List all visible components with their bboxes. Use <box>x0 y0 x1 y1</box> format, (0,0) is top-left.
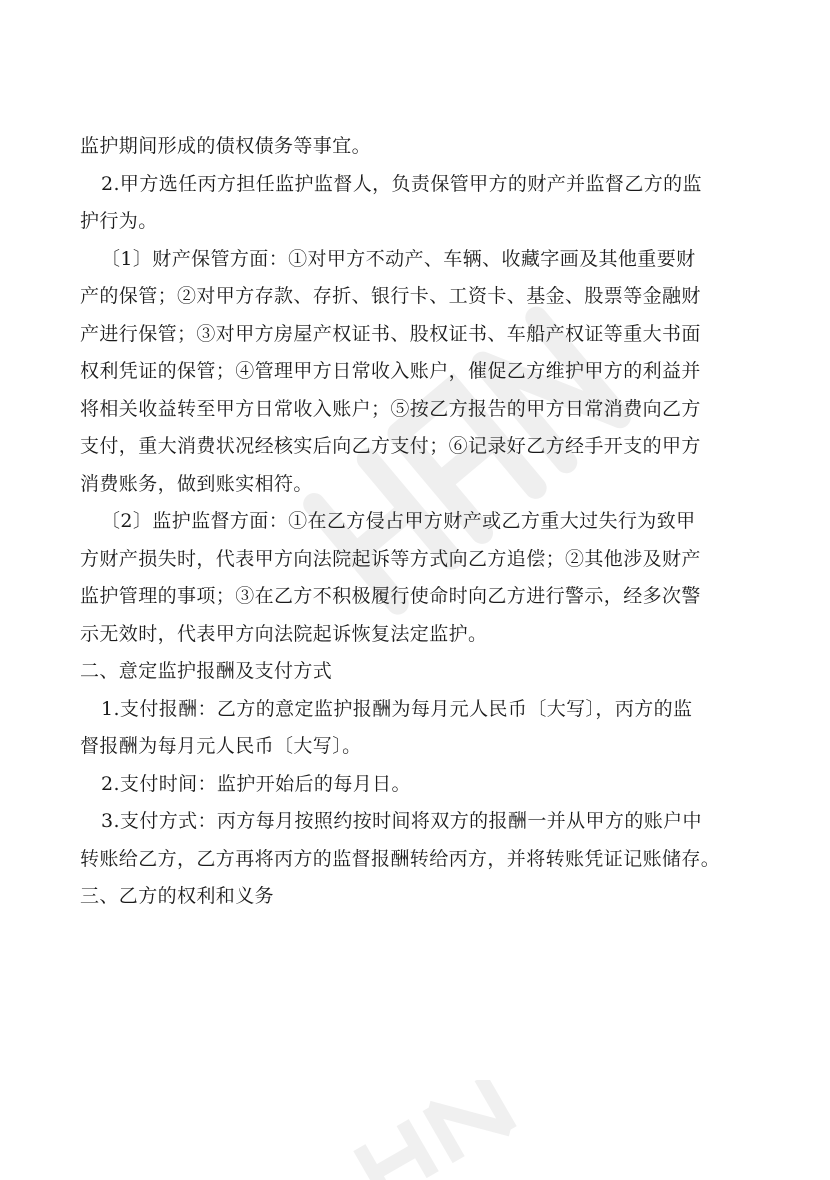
paragraph-line: 产的保管；②对甲方存款、存折、银行卡、工资卡、基金、股票等金融财 <box>80 285 701 307</box>
paragraph-line: 3.支付方式：丙方每月按照约按时间将双方的报酬一并从甲方的账户中 <box>101 810 702 832</box>
watermark-fragment <box>330 1080 530 1180</box>
paragraph-line: 督报酬为每月元人民币〔大写〕。 <box>80 735 362 757</box>
paragraph-line: 示无效时，代表甲方向法院起诉恢复法定监护。 <box>80 622 488 645</box>
paragraph-line: 护行为。 <box>80 210 158 232</box>
paragraph-line: 1.支付报酬：乙方的意定监护报酬为每月元人民币〔大写〕，丙方的监 <box>101 697 693 720</box>
paragraph-line: 2.甲方选任丙方担任监护监督人，负责保管甲方的财产并监督乙方的监 <box>101 172 702 195</box>
section-heading: 三、乙方的权利和义务 <box>80 885 275 907</box>
paragraph-line: 权利凭证的保管；④管理甲方日常收入账户，催促乙方维护甲方的利益并 <box>80 360 701 382</box>
paragraph-line: 2.支付时间：监护开始后的每月日。 <box>101 772 411 795</box>
paragraph-line: 将相关收益转至甲方日常收入账户；⑤按乙方报告的甲方日常消费向乙方 <box>80 397 701 420</box>
paragraph-line: 转账给乙方，乙方再将丙方的监督报酬转给丙方，并将转账凭证记账储存。 <box>80 847 721 870</box>
document-page <box>80 128 750 916</box>
paragraph-line: 产进行保管；③对甲方房屋产权证书、股权证书、车船产权证等重大书面 <box>80 322 701 345</box>
paragraph-line: 〔2〕监护监督方面：①在乙方侵占甲方财产或乙方重大过失行为致甲 <box>101 510 696 532</box>
paragraph-line: 监护管理的事项；③在乙方不积极履行使命时向乙方进行警示，经多次警 <box>80 585 701 607</box>
paragraph-line: 〔1〕财产保管方面：①对甲方不动产、车辆、收藏字画及其他重要财 <box>101 247 696 270</box>
paragraph-line: 支付，重大消费状况经核实后向乙方支付；⑥记录好乙方经手开支的甲方 <box>80 435 701 457</box>
paragraph-line: 监护期间形成的债权债务等事宜。 <box>80 135 372 157</box>
section-heading: 二、意定监护报酬及支付方式 <box>80 660 333 682</box>
paragraph-line: 方财产损失时，代表甲方向法院起诉等方式向乙方追偿；②其他涉及财产 <box>80 547 701 570</box>
paragraph-line: 消费账务，做到账实相符。 <box>80 472 313 495</box>
